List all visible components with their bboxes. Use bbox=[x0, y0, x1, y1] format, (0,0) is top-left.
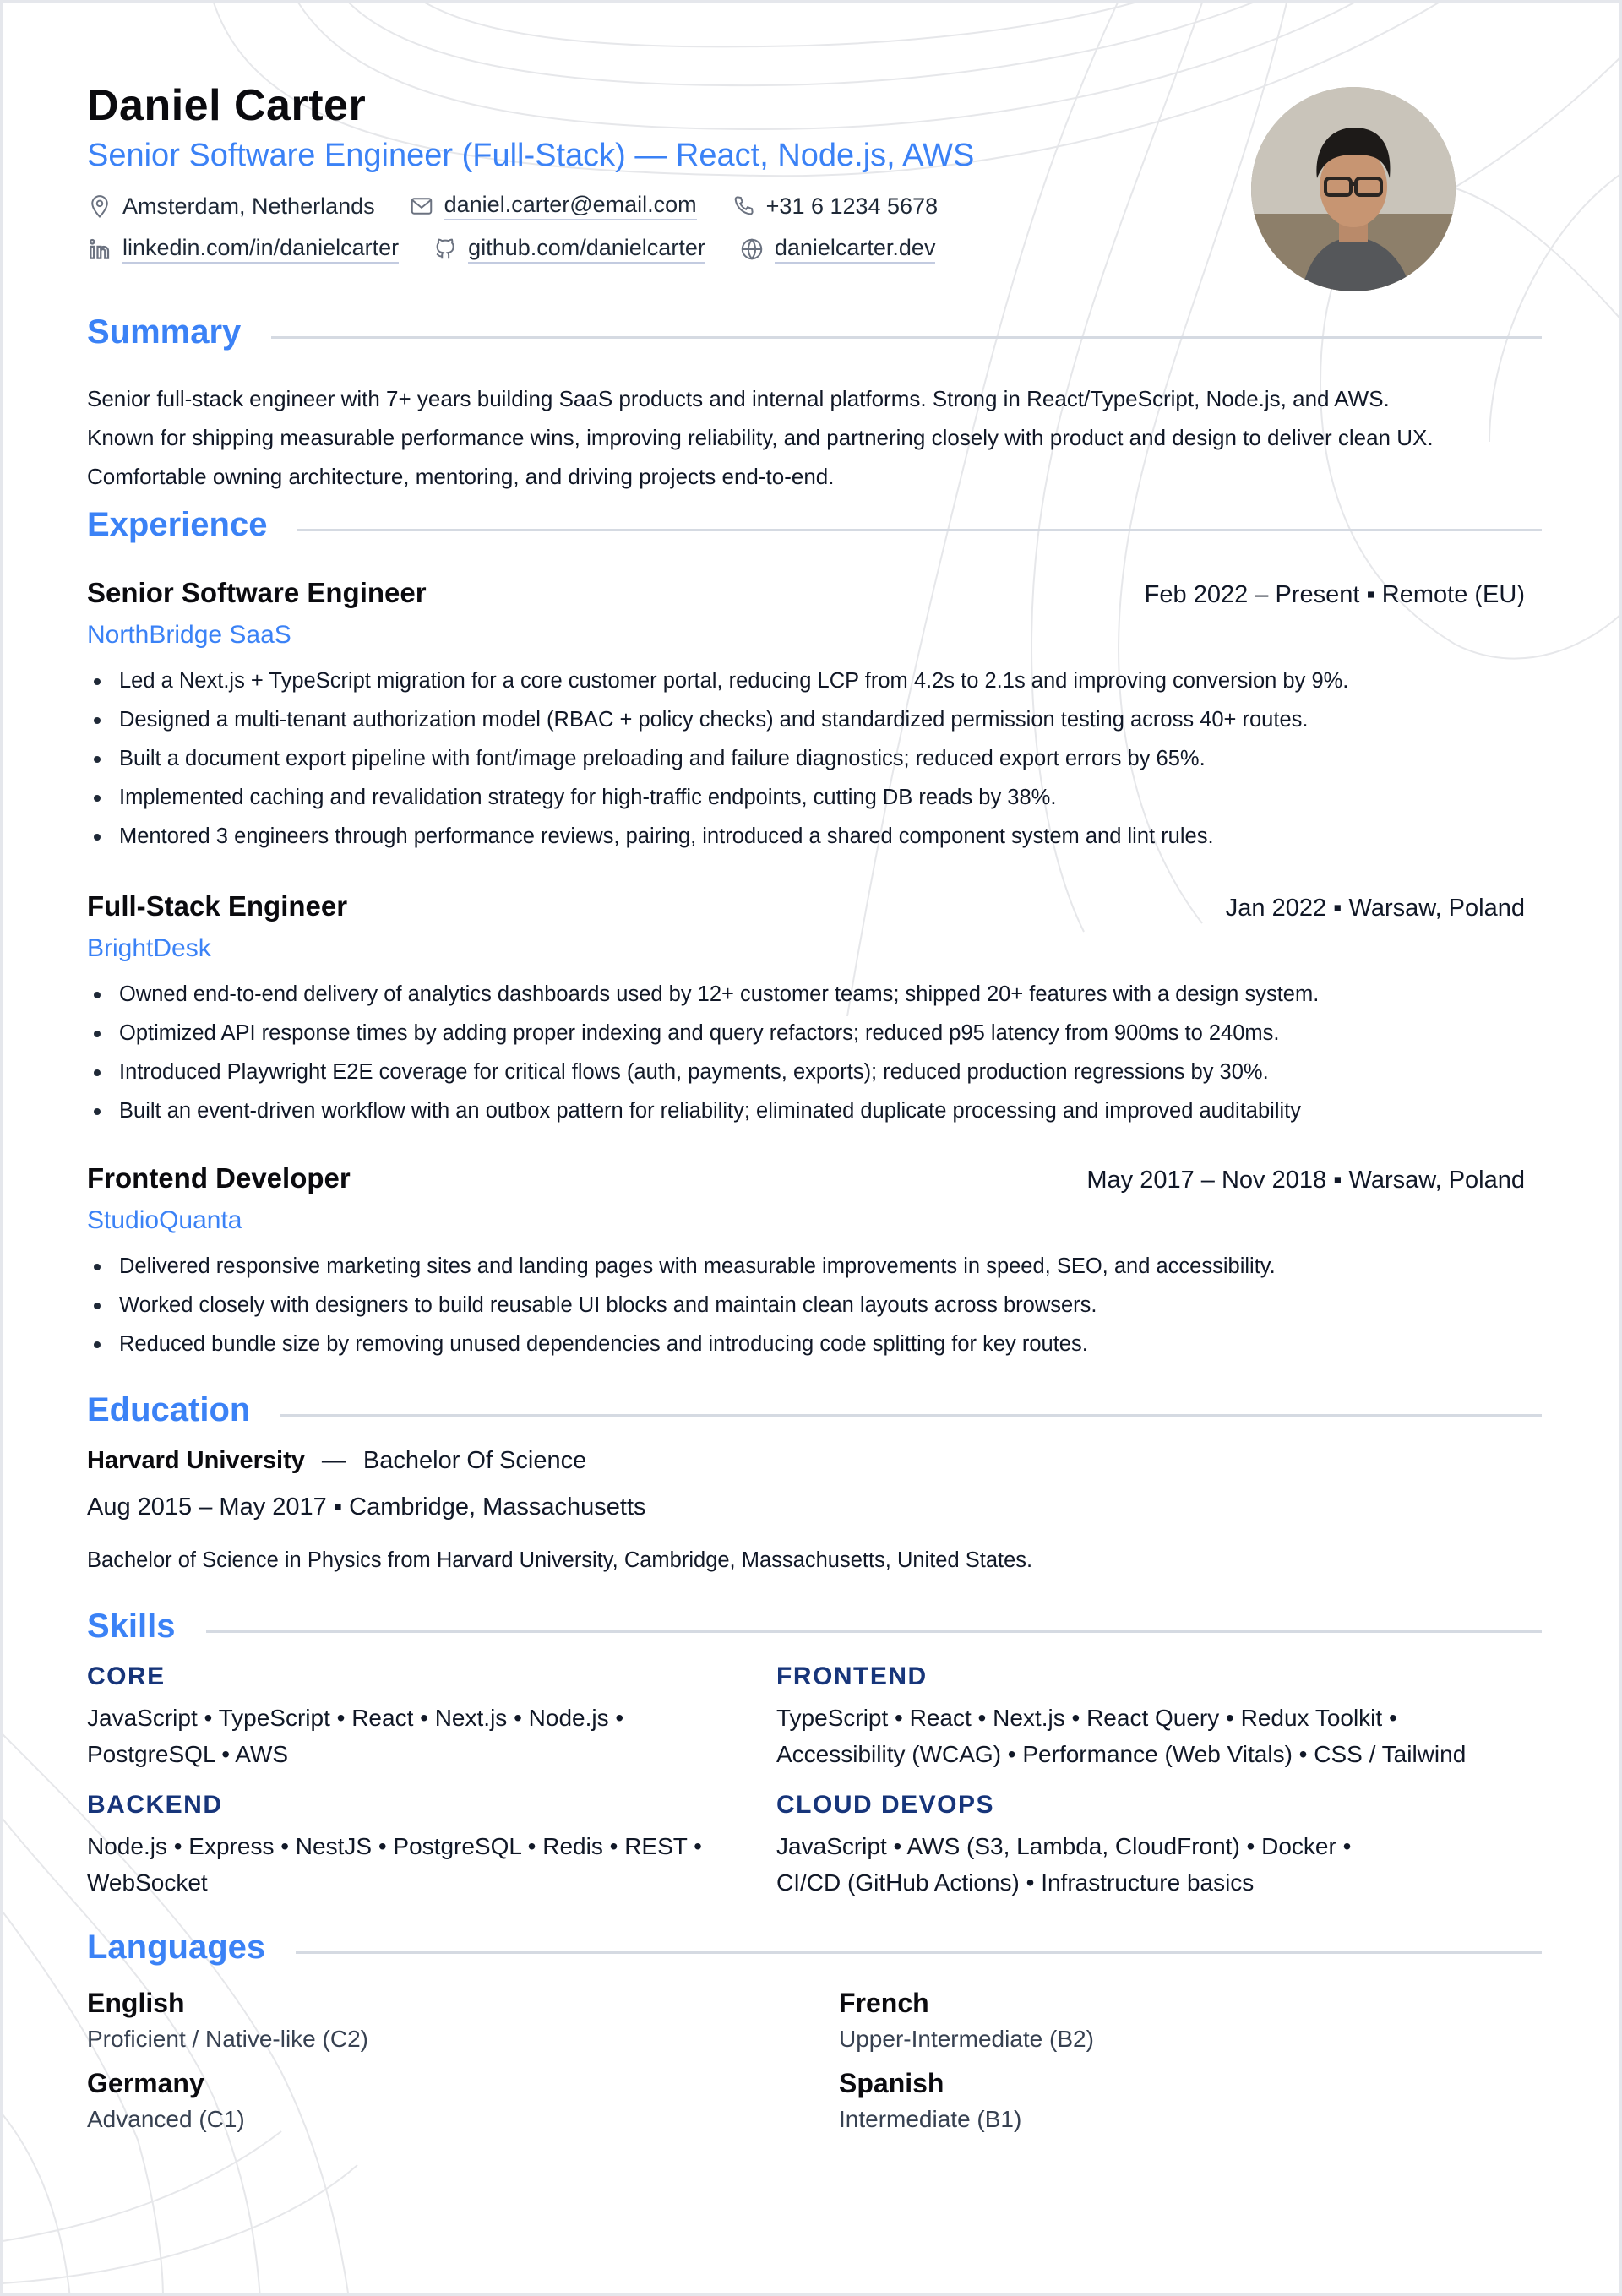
github-link[interactable]: github.com/danielcarter bbox=[468, 235, 705, 264]
job-title: Full-Stack Engineer bbox=[87, 890, 348, 922]
skill-group-backend bbox=[87, 1791, 776, 1901]
language-item bbox=[87, 2068, 839, 2133]
company-name: BrightDesk bbox=[87, 934, 211, 962]
contact-github[interactable] bbox=[433, 235, 705, 264]
language-name: French bbox=[839, 1988, 929, 2018]
person-photo-icon bbox=[1251, 87, 1456, 291]
job-title: Senior Software Engineer bbox=[87, 577, 427, 608]
job-bullets bbox=[87, 661, 1542, 856]
skills-heading: Skills bbox=[87, 1608, 176, 1645]
skill-group-title: FRONTEND bbox=[776, 1662, 928, 1690]
language-name: Germany bbox=[87, 2068, 204, 2098]
job-bullet: Worked closely with designers to build reusable UI blocks and maintain clean layouts across browsers. bbox=[87, 1286, 1542, 1325]
school-name: Harvard University bbox=[87, 1447, 305, 1474]
job-bullet: Implemented caching and revalidation strategy for high-traffic endpoints, cutting DB reads by 38%. bbox=[87, 778, 1542, 817]
language-level: Upper-Intermediate (B2) bbox=[839, 2026, 1094, 2052]
education-heading: Education bbox=[87, 1391, 251, 1428]
job-dates-location: Jan 2022 ▪ Warsaw, Poland bbox=[1225, 895, 1525, 922]
skill-group-cloud-devops bbox=[776, 1791, 1466, 1901]
job-bullet: Reduced bundle size by removing unused dependencies and introducing code splitting for key routes. bbox=[87, 1325, 1542, 1363]
contact-location bbox=[87, 193, 375, 220]
linkedin-link[interactable]: linkedin.com/in/danielcarter bbox=[122, 235, 399, 264]
languages-section-header bbox=[87, 1929, 1542, 1967]
separator-dash: — bbox=[321, 1447, 346, 1474]
education-entry bbox=[87, 1447, 1542, 1573]
languages-heading: Languages bbox=[87, 1929, 266, 1966]
globe-icon bbox=[739, 237, 765, 262]
job-bullet: Owned end-to-end delivery of analytics dashboards used by 12+ customer teams; shipped 20+ features with a design system. bbox=[87, 975, 1542, 1014]
job-bullet: Delivered responsive marketing sites and landing pages with measurable improvements in speed, SEO, and accessibility. bbox=[87, 1247, 1542, 1286]
skill-group-items: JavaScript • AWS (S3, Lambda, CloudFront) • Docker • CI/CD (GitHub Actions) • Infrastructure basics bbox=[776, 1833, 1352, 1896]
language-level: Intermediate (B1) bbox=[839, 2106, 1022, 2132]
education-dates-location: Aug 2015 – May 2017 ▪ Cambridge, Massachusetts bbox=[87, 1493, 646, 1521]
candidate-headline: Senior Software Engineer (Full-Stack) — React, Node.js, AWS bbox=[87, 138, 975, 173]
contact-row-links bbox=[87, 235, 935, 264]
section-divider bbox=[271, 336, 1542, 339]
experience-entry bbox=[87, 1162, 1542, 1363]
summary-text bbox=[87, 379, 1542, 496]
experience-entry bbox=[87, 890, 1542, 1130]
job-bullet: Introduced Playwright E2E coverage for critical flows (auth, payments, exports); reduced production regressions by 30%. bbox=[87, 1053, 1542, 1091]
language-item bbox=[839, 1988, 1542, 2053]
experience-heading: Experience bbox=[87, 506, 268, 543]
skills-grid bbox=[87, 1662, 1542, 1901]
contact-website[interactable] bbox=[739, 235, 936, 264]
skill-group-title: CLOUD DEVOPS bbox=[776, 1791, 995, 1819]
experience-entry bbox=[87, 577, 1542, 856]
degree-name: Bachelor Of Science bbox=[362, 1447, 587, 1474]
skill-group-items: TypeScript • React • Next.js • React Query • Redux Toolkit • Accessibility (WCAG) • Performance (Web Vitals) • CSS / Tailwind bbox=[776, 1705, 1467, 1767]
website-link[interactable]: danielcarter.dev bbox=[775, 235, 936, 264]
profile-photo bbox=[1251, 87, 1456, 291]
contact-phone bbox=[731, 193, 938, 220]
summary-line: Senior full-stack engineer with 7+ years building SaaS products and internal platforms. Strong in React/TypeScript, Node.js, and AWS. bbox=[87, 386, 1390, 411]
skill-group-frontend bbox=[776, 1662, 1466, 1772]
summary-line: Known for shipping measurable performance wins, improving reliability, and partnering closely with product and design to deliver clean UX. bbox=[87, 425, 1434, 450]
language-item bbox=[839, 2068, 1542, 2133]
section-divider bbox=[280, 1414, 1542, 1417]
job-bullets bbox=[87, 1247, 1542, 1363]
job-bullet: Built a document export pipeline with font/image preloading and failure diagnostics; reduced export errors by 65%. bbox=[87, 739, 1542, 778]
job-title: Frontend Developer bbox=[87, 1162, 351, 1194]
phone-icon bbox=[731, 193, 756, 219]
skill-group-core bbox=[87, 1662, 776, 1772]
experience-section-header bbox=[87, 506, 1542, 544]
summary-section-header bbox=[87, 313, 1542, 351]
github-icon bbox=[433, 237, 458, 262]
skill-group-title: BACKEND bbox=[87, 1791, 223, 1819]
skill-group-title: CORE bbox=[87, 1662, 166, 1690]
job-dates-location: May 2017 – Nov 2018 ▪ Warsaw, Poland bbox=[1086, 1167, 1525, 1194]
section-divider bbox=[296, 1951, 1542, 1954]
linkedin-icon bbox=[87, 237, 112, 262]
job-bullet: Optimized API response times by adding proper indexing and query refactors; reduced p95 latency from 900ms to 240ms. bbox=[87, 1014, 1542, 1053]
language-level: Proficient / Native-like (C2) bbox=[87, 2026, 368, 2052]
skills-section-header bbox=[87, 1608, 1542, 1646]
job-bullet: Built an event-driven workflow with an outbox pattern for reliability; eliminated duplicate processing and improved auditability bbox=[87, 1091, 1542, 1130]
education-section-header bbox=[87, 1391, 1542, 1429]
email-link[interactable]: daniel.carter@email.com bbox=[444, 192, 697, 220]
location-text: Amsterdam, Netherlands bbox=[122, 193, 375, 219]
mail-icon bbox=[409, 193, 434, 219]
contact-linkedin[interactable] bbox=[87, 235, 399, 264]
company-name: NorthBridge SaaS bbox=[87, 621, 291, 649]
language-name: English bbox=[87, 1988, 185, 2018]
skill-group-items: JavaScript • TypeScript • React • Next.js • Node.js • PostgreSQL • AWS bbox=[87, 1705, 624, 1767]
section-divider bbox=[297, 529, 1542, 531]
job-bullets bbox=[87, 975, 1542, 1130]
candidate-name: Daniel Carter bbox=[87, 81, 367, 130]
job-bullet: Mentored 3 engineers through performance reviews, pairing, introduced a shared component system and lint rules. bbox=[87, 817, 1542, 856]
contact-email[interactable] bbox=[409, 192, 697, 220]
summary-line: Comfortable owning architecture, mentoring, and driving projects end-to-end. bbox=[87, 464, 835, 489]
skill-group-items: Node.js • Express • NestJS • PostgreSQL • Redis • REST • WebSocket bbox=[87, 1833, 702, 1896]
job-bullet: Led a Next.js + TypeScript migration for a core customer portal, reducing LCP from 4.2s to 2.1s and improving conversion by 9%. bbox=[87, 661, 1542, 700]
job-bullet: Designed a multi-tenant authorization model (RBAC + policy checks) and standardized permission testing across 40+ routes. bbox=[87, 700, 1542, 739]
job-dates-location: Feb 2022 – Present ▪ Remote (EU) bbox=[1144, 581, 1525, 608]
summary-heading: Summary bbox=[87, 313, 242, 351]
company-name: StudioQuanta bbox=[87, 1206, 242, 1234]
contact-row-primary bbox=[87, 192, 938, 220]
section-divider bbox=[206, 1630, 1542, 1633]
language-level: Advanced (C1) bbox=[87, 2106, 245, 2132]
languages-grid bbox=[87, 1988, 1542, 2133]
phone-text: +31 6 1234 5678 bbox=[765, 193, 939, 219]
language-name: Spanish bbox=[839, 2068, 944, 2098]
map-pin-icon bbox=[87, 193, 112, 219]
language-item bbox=[87, 1988, 839, 2053]
education-description: Bachelor of Science in Physics from Harvard University, Cambridge, Massachusetts, United States. bbox=[87, 1548, 1033, 1572]
